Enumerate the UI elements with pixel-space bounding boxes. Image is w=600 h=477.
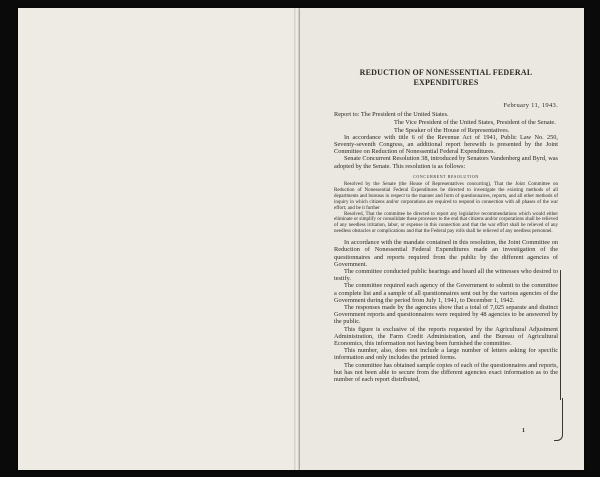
- addressee-vice-president: The Vice President of the United States, President of the Senate.: [394, 119, 556, 127]
- document-title: [334, 68, 558, 88]
- margin-pencil-mark: [560, 270, 561, 400]
- report-to-line: Report to: The President of the United States.: [334, 111, 449, 119]
- title-line-2: EXPENDITURES: [413, 78, 479, 87]
- resolution-paragraph: Resolved, That the committee be directed to report any legislative recommendations which would either eliminate or simplify or consolidate these processes to the end that citizens and/or corporations shall be relieved of any needless irritation, labor, or expense in this connection and that the war effort shall be relieved of any needless obstacles or complications and that the Federal pay rolls shall be relieved of any needless personnel.: [334, 211, 558, 235]
- body-paragraph: This figure is exclusive of the reports requested by the Agricultural Adjustment Administration, the Farm Credit Administration, and the Bureau of Agricultural Economics, this information not having been furnished the committee.: [334, 325, 558, 348]
- left-blank-page: [18, 8, 294, 470]
- body-paragraph: In accordance with the mandate contained in this resolution, the Joint Committee on Reduction of Nonessential Federal Expenditures made an investigation of the questionnaires and reports required from the public by the different agencies of Government.: [334, 239, 558, 268]
- intro-paragraph: In accordance with title 6 of the Revenue Act of 1941, Public Law No. 250, Seventy-seventh Congress, an additional report herewith is presented by the Joint Committee on Reduction of Nonessential Federal Expenditures.: [334, 133, 558, 156]
- body-paragraph: The responses made by the agencies show that a total of 7,025 separate and distinct Government reports and questionnaires were required by 48 agencies to be answered by the public.: [334, 304, 558, 326]
- resolution-intro-paragraph: Senate Concurrent Resolution 38, introduced by Senators Vandenberg and Byrd, was adopted by the Senate. This resolution is as follows:: [334, 155, 558, 170]
- document-date: February 11, 1943.: [503, 102, 558, 109]
- resolution-paragraph: Resolved by the Senate (the House of Representatives concurring), That the Joint Committee on Reduction of Nonessential Federal Expenditures be directed to investigate the existing methods of all departments and bureaus in respect to the manner and form of questionnaires, reports, and all other methods of inquiry in which citizens and/or corporations are required to respond in connection with all phases of the war effort; and be it further: [334, 182, 558, 211]
- addressee-speaker: The Speaker of the House of Representatives.: [394, 126, 510, 134]
- body-paragraph: The committee required each agency of the Government to submit to the committee a complete list and a sample of all questionnaires sent out by the various agencies of the Government during the period from July 1, 1941, to December 1, 1942.: [334, 282, 558, 304]
- title-line-1: REDUCTION OF NONESSENTIAL FEDERAL: [359, 68, 533, 77]
- body-paragraph: The committee conducted public hearings and heard all the witnesses who desired to testify.: [334, 268, 558, 283]
- body-paragraph: The committee has obtained sample copies of each of the questionnaires and reports, but has not been able to secure from the different agencies exact information as to the number of each report distributed,: [334, 361, 558, 384]
- resolution-heading: CONCURRENT RESOLUTION: [413, 173, 479, 179]
- page-number: 1: [522, 428, 525, 434]
- page-content: [334, 68, 558, 383]
- margin-pencil-bracket: [554, 398, 563, 441]
- right-document-page: [300, 8, 584, 470]
- body-paragraph: This number, also, does not include a large number of letters asking for specific information and only includes the printed forms.: [334, 347, 558, 362]
- concurrent-resolution: [334, 182, 558, 235]
